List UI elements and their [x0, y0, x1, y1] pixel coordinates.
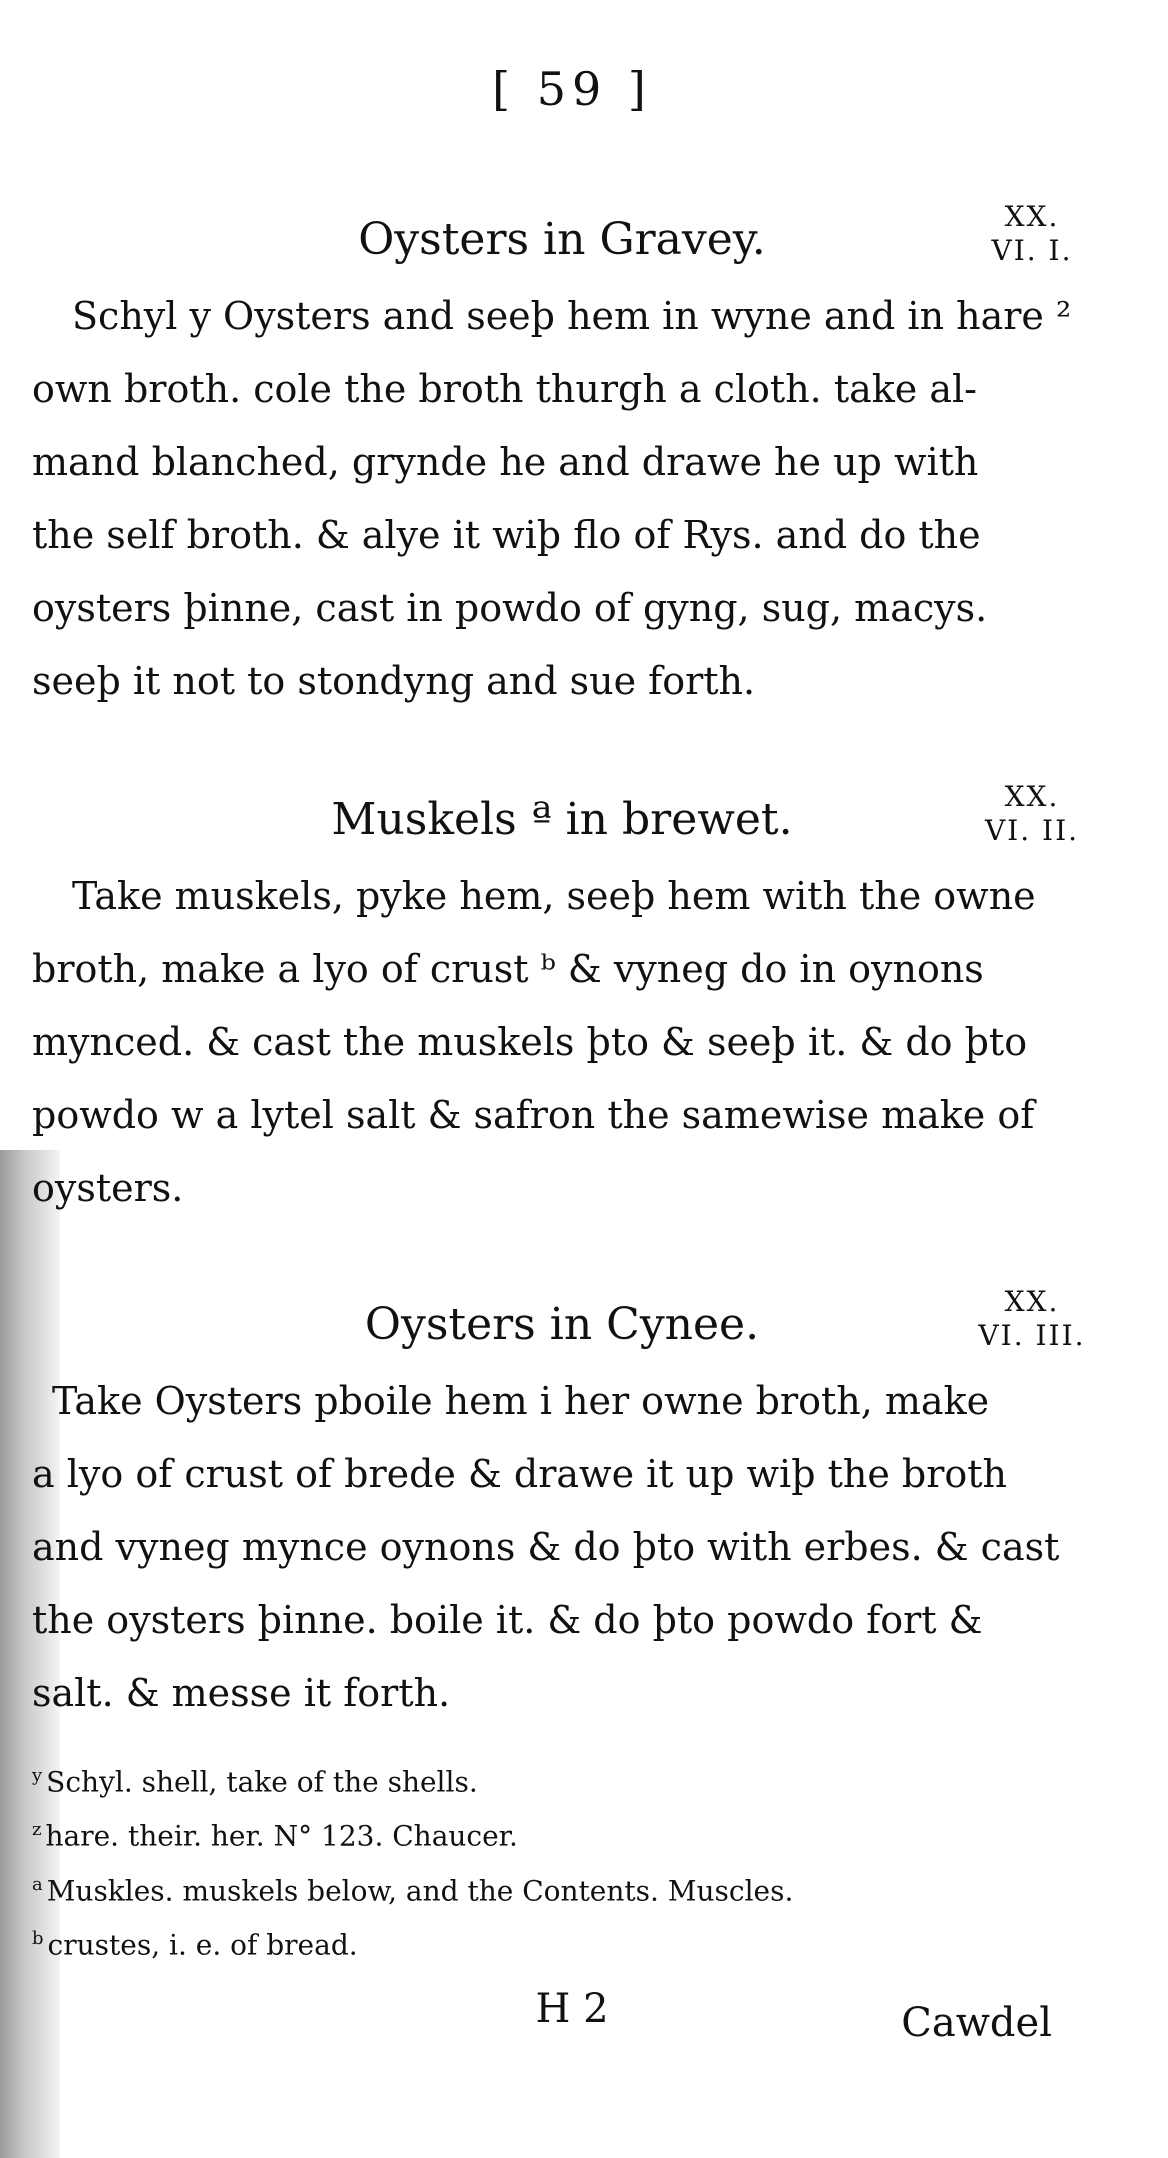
text-line: Take Oysters pboile hem i her owne broth, make — [52, 1379, 990, 1423]
text-line: mynced. & cast the muskels þto & seeþ it. & do þto — [32, 1020, 1028, 1064]
recipe-title: Muskels ª in brewet. — [331, 794, 793, 845]
recipe-title: Oysters in Gravey. — [358, 214, 766, 265]
text-line: oysters þinne, cast in powdo of gyng, sug, macys. — [32, 586, 988, 630]
recipe-ref-bottom: VI. I. — [991, 234, 1073, 267]
text-line: Schyl y Oysters and seeþ hem in wyne and in hare ² — [72, 294, 1072, 338]
footnote-mark: z — [32, 1819, 42, 1841]
page-number: [ 59 ] — [492, 62, 652, 116]
recipe-ref-bottom: VI. II. — [984, 814, 1080, 847]
footnote-mark: b — [32, 1927, 44, 1949]
text-line: broth, make a lyo of crust ᵇ & vyneg do in oynons — [32, 947, 984, 991]
footnote — [32, 1806, 1072, 1860]
footnote-mark: a — [32, 1873, 43, 1895]
recipe-ref-top: XX. — [1004, 780, 1060, 813]
recipe-oysters-in-cynee — [32, 1285, 1092, 1730]
text-line: seeþ it not to stondyng and sue forth. — [32, 659, 756, 703]
signature-mark: H 2 — [535, 1986, 609, 2032]
recipe-ref-bottom: VI. III. — [978, 1319, 1086, 1352]
footnote-text: crustes, i. e. of bread. — [47, 1928, 358, 1962]
recipe-reference — [972, 1285, 1092, 1353]
text-line: the oysters þinne. boile it. & do þto powdo fort & — [32, 1598, 983, 1642]
recipe-header — [32, 780, 1092, 860]
recipe-oysters-in-gravey — [32, 200, 1092, 718]
recipe-header — [32, 200, 1092, 280]
footnotes — [32, 1752, 1072, 1969]
recipe-reference — [972, 780, 1092, 848]
text-line: Take muskels, pyke hem, seeþ hem with the owne — [72, 874, 1036, 918]
recipe-text — [32, 280, 1092, 718]
text-line: mand blanched, grynde he and drawe he up with — [32, 440, 979, 484]
footnote-text: hare. their. her. N° 123. Chaucer. — [45, 1819, 518, 1853]
text-line: powdo w a lytel salt & safron the samewise make of — [32, 1093, 1035, 1137]
text-line: oysters. — [32, 1166, 184, 1210]
recipe-ref-top: XX. — [1004, 200, 1060, 233]
footnote-text: Schyl. shell, take of the shells. — [46, 1765, 478, 1799]
footnote — [32, 1861, 1072, 1915]
text-line: own broth. cole the broth thurgh a cloth. take al- — [32, 367, 977, 411]
footnote-text: Muskles. muskels below, and the Contents. Muscles. — [46, 1873, 794, 1907]
footnote — [32, 1915, 1072, 1969]
recipe-reference — [972, 200, 1092, 268]
recipe-ref-top: XX. — [1004, 1285, 1060, 1318]
recipe-header — [32, 1285, 1092, 1365]
recipe-text — [32, 860, 1092, 1225]
text-line: a lyo of crust of brede & drawe it up wiþ the broth — [32, 1452, 1008, 1496]
footnote-mark: y — [32, 1765, 43, 1786]
footnote — [32, 1752, 1072, 1806]
text-line: and vyneg mynce oynons & do þto with erbes. & cast — [32, 1525, 1060, 1569]
recipe-text — [32, 1365, 1092, 1730]
text-line: salt. & messe it forth. — [32, 1671, 451, 1715]
recipe-muskels-in-brewet — [32, 780, 1092, 1225]
book-page — [32, 0, 1112, 2158]
text-line: the self broth. & alye it wiþ flo of Rys. and do the — [32, 513, 981, 557]
catchword: Cawdel — [901, 2000, 1052, 2046]
recipe-title: Oysters in Cynee. — [364, 1299, 760, 1350]
